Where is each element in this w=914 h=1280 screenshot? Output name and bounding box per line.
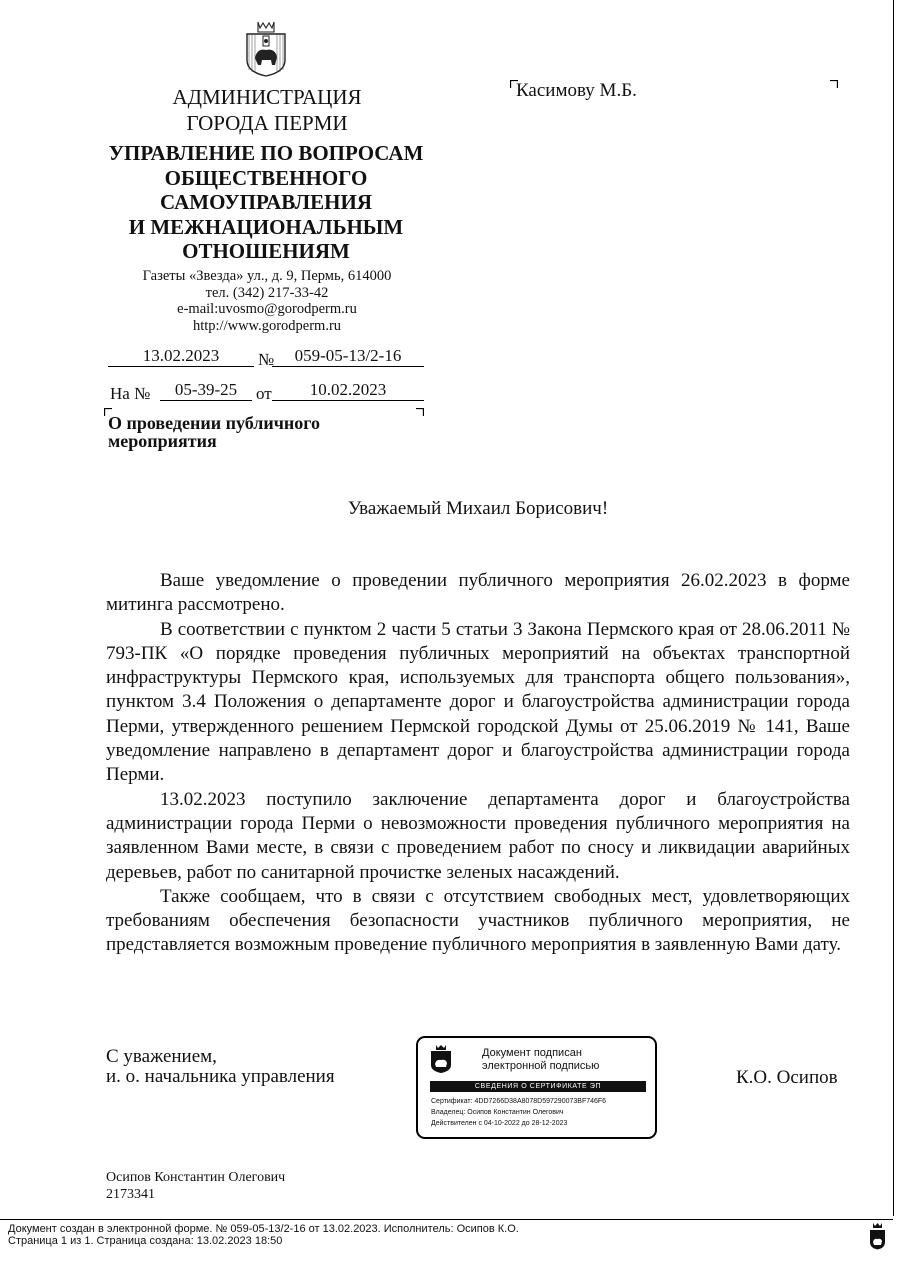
dept-name-line2: ОБЩЕСТВЕННОГО xyxy=(164,165,368,190)
footer-divider xyxy=(0,1219,893,1220)
signature-block xyxy=(106,1047,335,1087)
website-link[interactable]: http://www.gorodperm.ru xyxy=(192,317,342,334)
stamp-title-line2: электронной подписью xyxy=(482,1060,600,1072)
dept-name-line5: ОТНОШЕНИЯМ xyxy=(182,239,350,263)
stamp-validity: Действителен с 04-10-2022 до 28-12-2023 xyxy=(431,1120,568,1127)
page-footer xyxy=(8,1223,519,1247)
executor-phone: 2173341 xyxy=(106,1187,155,1202)
registration-number: 059-05-13/2-16 xyxy=(272,346,424,367)
phone: тел. (342) 217-33-42 xyxy=(205,284,329,301)
executor-name: Осипов Константин Олегович xyxy=(106,1170,286,1185)
address: Газеты «Звезда» ул., д. 9, Пермь, 614000 xyxy=(142,268,392,284)
stamp-owner: Владелец: Осипов Константин Олегович xyxy=(431,1109,564,1116)
dept-name-line1: УПРАВЛЕНИЕ ПО ВОПРОСАМ xyxy=(108,141,424,165)
number-sign: № xyxy=(258,350,275,369)
reply-date: 10.02.2023 xyxy=(272,380,424,401)
dept-name-line4: И МЕЖНАЦИОНАЛЬНЫМ xyxy=(128,214,404,239)
stamp-certificate: Сертификат: 4DD7266D38A8078D597290073BF746F6 xyxy=(431,1098,607,1105)
org-name-line2: ГОРОДА ПЕРМИ xyxy=(186,111,348,135)
letter-body xyxy=(106,569,850,958)
reply-from-label: от xyxy=(256,384,272,403)
org-name-line1: АДМИНИСТРАЦИЯ xyxy=(172,85,362,109)
footer-line1: Документ создан в электронной форме. № 059-05-13/2-16 от 13.02.2023. Исполнитель: Осипов К.О. xyxy=(8,1223,519,1235)
registration-date: 13.02.2023 xyxy=(108,346,254,367)
perm-coat-of-arms-icon xyxy=(244,20,288,78)
bracket-top-right-icon xyxy=(416,408,424,416)
stamp-title-line1: Документ подписан xyxy=(482,1047,582,1059)
body-paragraph: Также сообщаем, что в связи с отсутствием свободных мест, удовлетворяющих требованиям обеспечения безопасности участников публичного мероприятия, не представляется возможным проведение публичного мероприятия в заявленную Вами дату. xyxy=(106,885,850,956)
reply-number-label: На № xyxy=(110,384,151,403)
subject-line2: мероприятия xyxy=(108,431,217,451)
executor-info xyxy=(106,1169,285,1203)
subject xyxy=(108,414,408,450)
body-paragraph: Ваше уведомление о проведении публичного мероприятия 26.02.2023 в форме митинга рассмотрено. xyxy=(106,570,850,616)
page-right-border xyxy=(893,0,894,1216)
stamp-title xyxy=(482,1047,599,1073)
greeting: Уважаемый Михаил Борисович! xyxy=(347,498,609,519)
subject-line1: О проведении публичного xyxy=(108,413,321,433)
stamp-certificate-bar: СВЕДЕНИЯ О СЕРТИФИКАТЕ ЭП xyxy=(430,1081,646,1092)
stamp-emblem-icon xyxy=(430,1044,452,1074)
body-paragraph: 13.02.2023 поступило заключение департамента дорог и благоустройства администрации города Перми о невозможности проведения публичного мероприятия на заявленном Вами месте, в связи с проведением работ по сносу и ликвидации аварийных деревьев, работ по санитарной прочистке зеленых насаждений. xyxy=(106,788,850,883)
footer-line2: Страница 1 из 1. Страница создана: 13.02.2023 18:50 xyxy=(8,1235,283,1247)
addressee-bracket-right-icon xyxy=(830,80,838,88)
body-paragraph: В соответствии с пунктом 2 части 5 статьи 3 Закона Пермского края от 28.06.2011 № 793-ПК «О порядке проведения публичных мероприятий на объектах транспортной инфраструктуры Пермского края, используемых для транспорта общего пользования», пунктом 3.4 Положения о департаменте дорог и благоустройства администрации города Перми, утвержденного решением Пермской городской Думы от 25.06.2019 № 141, Ваше уведомление направлено в департамент дорог и благоустройства администрации города Перми. xyxy=(106,618,850,786)
reply-number: 05-39-25 xyxy=(160,380,252,401)
signature-position: и. о. начальника управления xyxy=(106,1066,335,1087)
signatory-name: К.О. Осипов xyxy=(736,1067,838,1088)
addressee: Касимову М.Б. xyxy=(516,80,637,101)
e-signature-stamp xyxy=(416,1036,657,1139)
email-link[interactable]: e-mail:uvosmo@gorodperm.ru xyxy=(177,301,357,317)
signature-closing: С уважением, xyxy=(106,1046,217,1067)
dept-name-line3: САМОУПРАВЛЕНИЯ xyxy=(159,190,372,214)
footer-emblem-icon xyxy=(869,1222,886,1250)
